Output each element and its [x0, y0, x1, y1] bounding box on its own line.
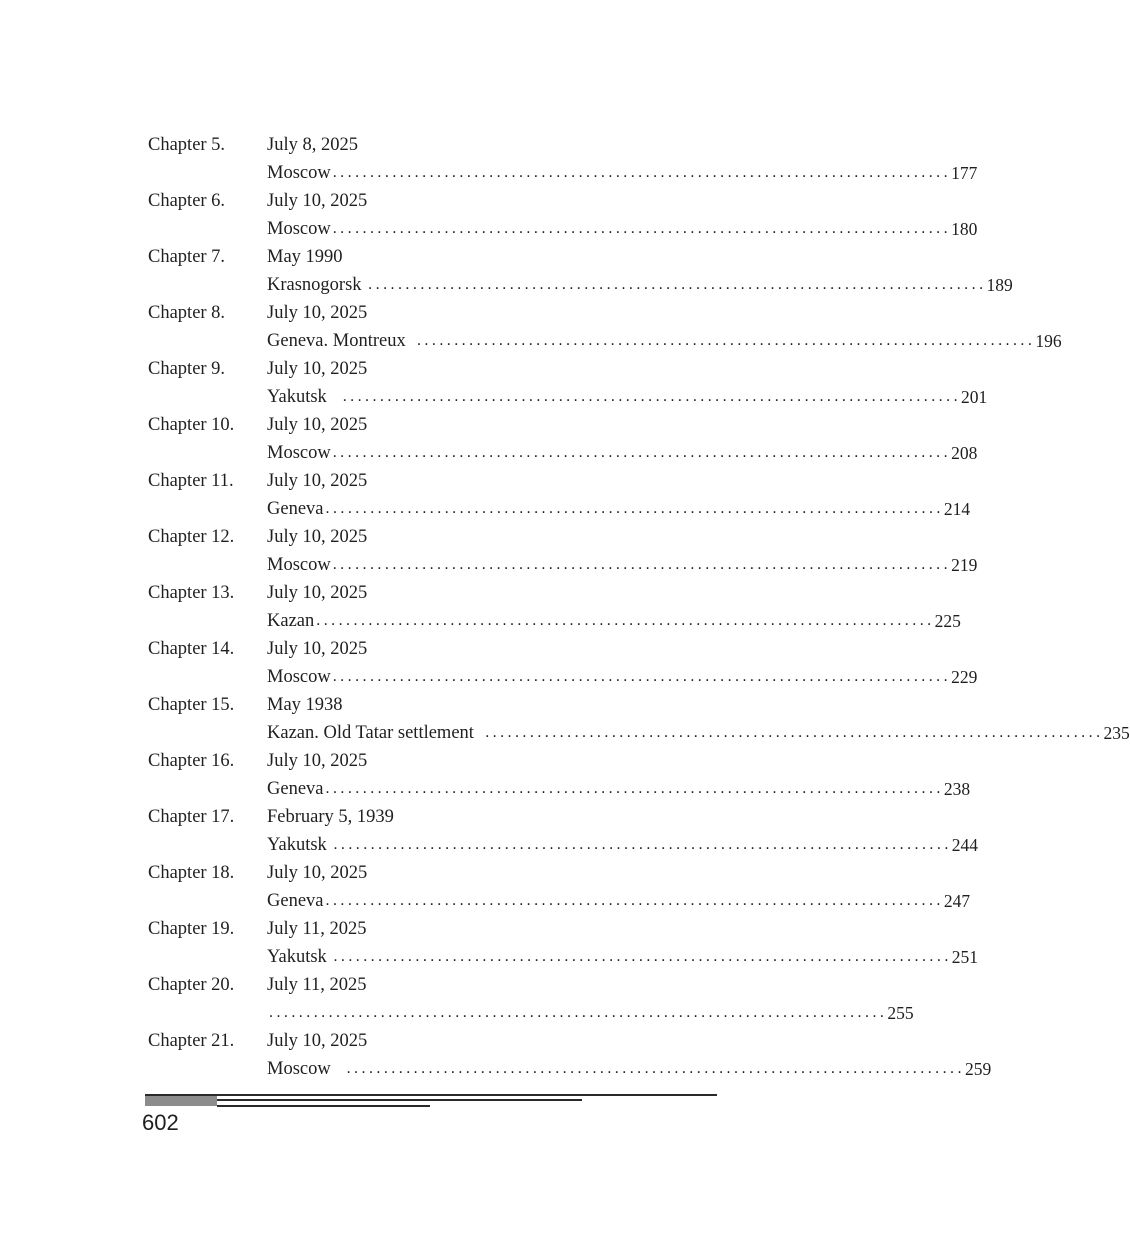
dot-leader: ...................................................................................	[416, 332, 1036, 349]
chapter-label: Chapter 21.	[148, 1031, 235, 1051]
chapter-page-number: 225	[934, 611, 961, 631]
dot-leader: ...................................................................................	[332, 164, 952, 181]
toc-entry	[148, 299, 1062, 355]
toc-entry	[148, 187, 978, 243]
chapter-date: July 11, 2025	[267, 919, 367, 939]
chapter-label: Chapter 14.	[148, 639, 235, 659]
chapter-date: July 10, 2025	[267, 415, 368, 435]
chapter-place: Geneva	[267, 779, 324, 799]
chapter-page-number: 238	[943, 779, 971, 799]
chapter-place: Moscow	[267, 443, 331, 463]
chapter-date: July 10, 2025	[267, 303, 368, 323]
chapter-date: February 5, 1939	[267, 807, 394, 827]
chapter-date: July 10, 2025	[267, 863, 368, 883]
chapter-place: Yakutsk	[267, 387, 341, 407]
chapter-place: Kazan	[267, 611, 315, 631]
chapter-page-number: 247	[943, 891, 971, 911]
chapter-place: Geneva. Montreux	[267, 331, 415, 351]
dot-leader: ...................................................................................	[368, 276, 987, 293]
chapter-page-number: 235	[1103, 723, 1130, 743]
chapter-page-number: 219	[951, 555, 978, 575]
chapter-label: Chapter 10.	[148, 415, 235, 435]
chapter-date: July 10, 2025	[267, 639, 368, 659]
chapter-page-number: 259	[964, 1059, 992, 1079]
dot-leader: ...................................................................................	[325, 780, 944, 797]
chapter-page-number: 180	[951, 219, 978, 239]
chapter-label: Chapter 19.	[148, 919, 235, 939]
chapter-date: July 10, 2025	[267, 527, 368, 547]
dot-leader: ...................................................................................	[485, 724, 1104, 741]
chapter-label: Chapter 9.	[148, 359, 226, 379]
dot-leader: ...................................................................................	[332, 444, 952, 461]
toc-entry	[148, 467, 971, 523]
toc-entry	[148, 803, 979, 859]
toc-entry	[148, 579, 961, 635]
chapter-label: Chapter 16.	[148, 751, 235, 771]
chapter-label: Chapter 12.	[148, 527, 235, 547]
chapter-label: Chapter 6.	[148, 191, 226, 211]
chapter-place: Kazan. Old Tatar settlement	[267, 723, 484, 743]
toc-entry	[148, 971, 914, 1027]
chapter-place: Moscow	[267, 555, 331, 575]
chapter-date: May 1990	[267, 247, 343, 267]
dot-leader: ...................................................................................	[346, 1060, 965, 1077]
chapter-page-number: 189	[986, 275, 1013, 295]
footer-rule-block	[145, 1096, 217, 1106]
chapter-date: July 10, 2025	[267, 471, 368, 491]
toc-entry	[148, 523, 978, 579]
toc-entry	[148, 131, 978, 187]
chapter-page-number: 251	[951, 947, 979, 967]
chapter-date: July 10, 2025	[267, 1031, 368, 1051]
chapter-label: Chapter 5.	[148, 135, 226, 155]
dot-leader: ...................................................................................	[269, 1004, 888, 1021]
toc-entry	[148, 747, 971, 803]
dot-leader: ...................................................................................	[333, 836, 952, 853]
dot-leader: ...................................................................................	[325, 500, 944, 517]
chapter-date: May 1938	[267, 695, 343, 715]
toc-entry	[148, 355, 988, 411]
chapter-place: Geneva	[267, 891, 324, 911]
chapter-date: July 10, 2025	[267, 191, 368, 211]
chapter-date: July 10, 2025	[267, 583, 368, 603]
dot-leader: ...................................................................................	[332, 556, 952, 573]
footer-rule-short	[217, 1105, 430, 1107]
chapter-label: Chapter 15.	[148, 695, 235, 715]
chapter-date: July 10, 2025	[267, 359, 368, 379]
chapter-place: Moscow	[267, 163, 331, 183]
chapter-date: July 11, 2025	[267, 975, 367, 995]
chapter-place: Yakutsk	[267, 947, 332, 967]
footer-rule-long	[145, 1094, 717, 1096]
chapter-label: Chapter 20.	[148, 975, 235, 995]
chapter-place: Geneva	[267, 499, 324, 519]
dot-leader: ...................................................................................	[325, 892, 944, 909]
chapter-page-number: 255	[887, 1003, 914, 1023]
chapter-date: July 10, 2025	[267, 751, 368, 771]
dot-leader: ...................................................................................	[316, 612, 935, 629]
chapter-label: Chapter 7.	[148, 247, 226, 267]
chapter-place: Moscow	[267, 219, 331, 239]
toc-entry	[148, 635, 978, 691]
toc-entry	[148, 859, 971, 915]
chapter-label: Chapter 11.	[148, 471, 234, 491]
toc-entry	[148, 243, 1013, 299]
toc-entry	[148, 1027, 992, 1079]
chapter-page-number: 229	[951, 667, 978, 687]
chapter-page-number: 208	[951, 443, 978, 463]
table-of-contents	[148, 131, 1130, 1079]
chapter-label: Chapter 8.	[148, 303, 226, 323]
dot-leader: ...................................................................................	[333, 948, 952, 965]
dot-leader: ...................................................................................	[332, 668, 952, 685]
chapter-date: July 8, 2025	[267, 135, 358, 155]
footer-rule-mid	[217, 1099, 582, 1101]
chapter-place: Yakutsk	[267, 835, 332, 855]
toc-entry	[148, 915, 979, 971]
chapter-label: Chapter 17.	[148, 807, 235, 827]
chapter-page-number: 244	[951, 835, 979, 855]
dot-leader: ...................................................................................	[332, 220, 952, 237]
dot-leader: ...................................................................................	[342, 388, 962, 405]
chapter-label: Chapter 18.	[148, 863, 235, 883]
chapter-page-number: 196	[1035, 331, 1062, 351]
chapter-place: Moscow	[267, 1059, 345, 1079]
chapter-place: Moscow	[267, 667, 331, 687]
chapter-page-number: 201	[961, 387, 988, 407]
chapter-page-number: 177	[951, 163, 978, 183]
footer-rules	[145, 1094, 717, 1108]
toc-entry	[148, 411, 978, 467]
chapter-place: Krasnogorsk	[267, 275, 367, 295]
chapter-page-number: 214	[943, 499, 971, 519]
chapter-label: Chapter 13.	[148, 583, 235, 603]
toc-entry	[148, 691, 1130, 747]
page-number: 602	[142, 1110, 179, 1135]
